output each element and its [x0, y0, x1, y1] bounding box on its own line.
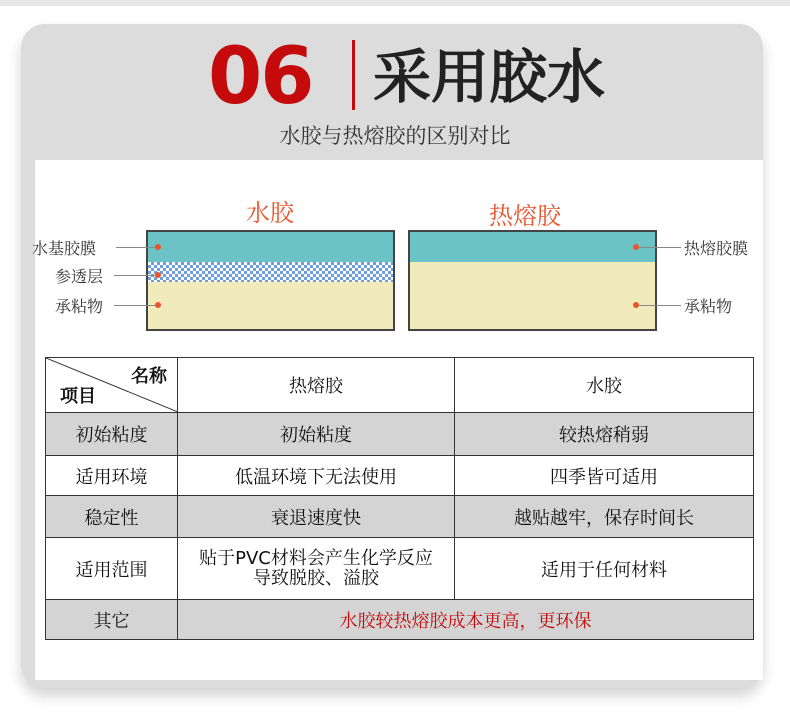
water-film-layer [148, 232, 393, 262]
label-penetration: 参透层 [55, 267, 104, 286]
label-substrate-left: 承粘物 [55, 297, 104, 316]
section-number: 06 [208, 32, 313, 122]
hot-melt-cell: 低温环境下无法使用 [178, 456, 455, 496]
table-row [46, 496, 754, 538]
table-row [46, 413, 754, 456]
water-glue-cell: 四季皆可适用 [455, 456, 754, 496]
comparison-table [45, 357, 754, 640]
hot-melt-film-layer [410, 232, 655, 262]
row-item: 其它 [46, 600, 178, 640]
water-glue-title: 水胶 [246, 199, 294, 227]
leader-line [639, 305, 681, 306]
penetration-layer [148, 262, 393, 282]
row-item: 适用环境 [46, 456, 178, 496]
marker-dot [155, 272, 161, 278]
corner-header-item: 项目 [60, 386, 96, 407]
summary-cell: 水胶较热熔胶成本更高，更环保 [178, 600, 754, 640]
section-title: 采用胶水 [373, 43, 606, 111]
marker-dot [155, 302, 161, 308]
leader-line [116, 247, 156, 248]
label-hot-melt-film: 热熔胶膜 [684, 239, 749, 258]
row-item: 适用范围 [46, 538, 178, 600]
column-header: 水胶 [455, 358, 754, 413]
marker-dot [155, 244, 161, 250]
label-water-film: 水基胶膜 [32, 239, 97, 258]
top-divider [0, 0, 790, 6]
hot-melt-cell-line: 贴于PVC材料会产生化学反应 [199, 547, 433, 569]
title-divider [352, 40, 355, 110]
water-glue-cell: 适用于任何材料 [455, 538, 754, 600]
corner-cell [46, 358, 178, 413]
substrate-layer [148, 282, 393, 331]
table-header-row [46, 358, 754, 413]
hot-melt-cell [178, 538, 455, 600]
hot-melt-cell: 衰退速度快 [178, 496, 455, 538]
water-glue-cell: 越贴越牢，保存时间长 [455, 496, 754, 538]
table-row [46, 456, 754, 496]
row-item: 初始粘度 [46, 413, 178, 456]
column-header: 热熔胶 [178, 358, 455, 413]
substrate-layer [410, 262, 655, 331]
leader-line [114, 305, 156, 306]
row-item: 稳定性 [46, 496, 178, 538]
hot-melt-panel [408, 230, 657, 331]
section-subtitle: 水胶与热熔胶的区别对比 [279, 124, 511, 148]
table-row [46, 600, 754, 640]
water-glue-panel [146, 230, 395, 331]
water-glue-cell: 较热熔稍弱 [455, 413, 754, 456]
leader-line [639, 247, 681, 248]
hot-melt-cell-line: 导致脱胶、溢胶 [253, 567, 379, 589]
leader-line [114, 275, 156, 276]
hot-melt-title: 热熔胶 [489, 202, 561, 230]
label-substrate-right: 承粘物 [684, 297, 733, 316]
table-row [46, 538, 754, 600]
hot-melt-cell: 初始粘度 [178, 413, 455, 456]
corner-header-name: 名称 [131, 366, 167, 387]
